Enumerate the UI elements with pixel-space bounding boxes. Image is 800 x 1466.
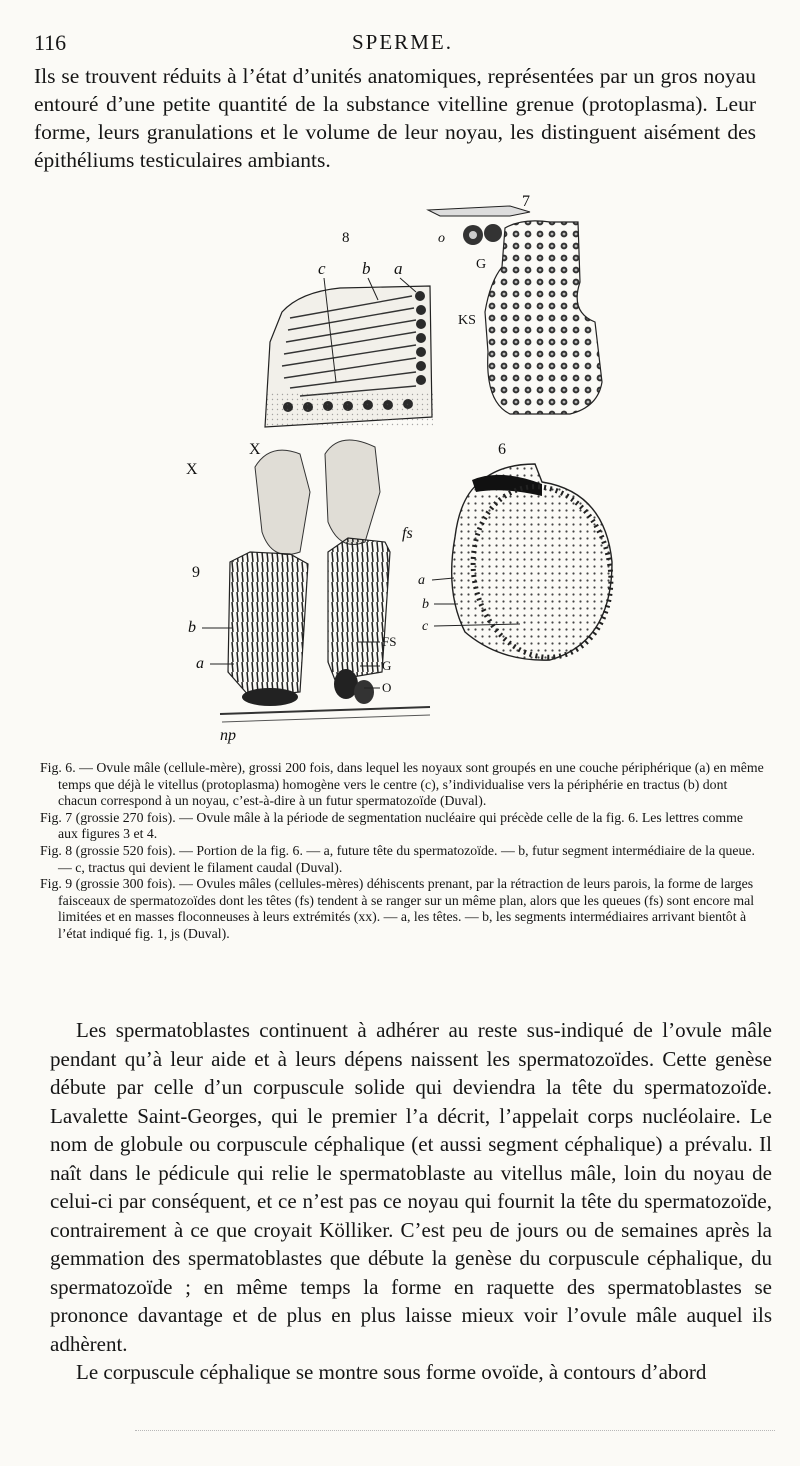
fig9-label-b: b	[188, 619, 196, 636]
body-paragraph: Les spermatoblastes continuent à adhérer au reste sus-indiqué de l’ovule mâle pendant qu’à leur aide et à leurs dépens naissent les spermatozoïdes. Cette genèse débute par celle d’un corpuscule solide qui deviendra la tête du spermatozoïde. Lavalette Saint-Georges, qui le premier l’a décrit, l’appelait corps nucléolaire. Le nom de globule ou corpuscule céphalique (et aussi segment céphalique) a prévalu. Il naît dans le pédicule qui relie le spermatoblaste au vitellus mâle, loin du noyau de celui-ci par conséquent, et ce n’est pas ce noyau qui fournit la tête du spermatozoïde, contrairement à ce que croyait Kölliker. C’est peu de jours ou de semaines après la gemmation des spermatoblastes que débute la genèse du corpuscule céphalique, du spermatozoïde ; en même temps la forme en raquette des spermatoblastes se prononce davantage et de plus en plus laisse mieux voir l’ovule mâle auquel ils adhèrent.	[50, 1018, 772, 1356]
body-paragraph: Le corpuscule céphalique se montre sous forme ovoïde, à contours d’abord	[76, 1360, 707, 1384]
fig8-label-a: a	[394, 259, 403, 278]
footer-rule	[135, 1430, 775, 1431]
figure-plate	[150, 192, 750, 752]
page-header	[34, 30, 754, 58]
fig6-number: 6	[498, 441, 506, 458]
fig9-label-fs-upper: fs	[402, 525, 413, 542]
fig9-label-g: G	[382, 658, 392, 673]
fig9-label-fs: FS	[382, 634, 397, 649]
fig8-label-c: c	[318, 259, 326, 278]
fig6-label-a: a	[418, 573, 425, 588]
fig6-label-b: b	[422, 597, 429, 612]
fig9-label-np: np	[220, 727, 236, 744]
fig9-number: 9	[192, 564, 200, 581]
fig9-label-x-top: X	[249, 441, 261, 458]
fig7-drawing	[428, 206, 602, 414]
fig9-label-o: O	[382, 680, 392, 695]
body-text	[50, 1016, 772, 1387]
figure-captions	[40, 760, 766, 943]
fig7-label-o: o	[438, 231, 445, 246]
running-title: SPERME.	[352, 30, 453, 54]
fig6-drawing	[452, 464, 627, 670]
fig8-number: 8	[342, 230, 350, 246]
caption-fig8: Fig. 8 (grossie 520 fois). — Portion de la fig. 6. — a, future tête du spermatozoïde. — b, futur segment intermédiaire de la queue. — c, tractus qui devient le filament caudal (Duval).	[40, 842, 755, 875]
fig7-number: 7	[522, 193, 530, 210]
fig9-label-x-left: X	[186, 461, 198, 478]
figure-illustration	[150, 192, 750, 752]
caption-fig6: Fig. 6. — Ovule mâle (cellule-mère), grossi 200 fois, dans lequel les noyaux sont groupés en une couche périphérique (a) en même temps que déjà le vitellus (protoplasma) homogène vers le centre (c), s’individualise vers la périphérie en tractus (b) dont chacun correspond à un noyau, c’est-à-dire à un futur spermatozoïde (Duval).	[40, 760, 764, 809]
fig9-drawing	[220, 440, 430, 722]
caption-fig7: Fig. 7 (grossie 270 fois). — Ovule mâle à la période de segmentation nucléaire qui précède celle de la fig. 6. Les lettres comme aux figures 3 et 4.	[40, 809, 744, 842]
fig8-drawing	[265, 286, 433, 427]
fig9-label-a: a	[196, 655, 204, 672]
fig6-label-c: c	[422, 619, 429, 634]
fig7-label-g: G	[476, 257, 487, 272]
caption-fig9: Fig. 9 (grossie 300 fois). — Ovules mâles (cellules-mères) déhiscents prenant, par la rétraction de leurs parois, la forme de larges faisceaux de spermatozoïdes dont les têtes (fs) tendent à se ranger sur un même plan, alors que les queues (fs) sont encore mal limitées et en masses floconneuses à leurs extrémités (xx). — a, les têtes. — b, les segments intermédiaires arrivant bientôt à l’état indiqué fig. 1, js (Duval).	[40, 876, 755, 941]
fig7-label-ks: KS	[458, 313, 476, 328]
page-number: 116	[34, 30, 67, 55]
fig8-label-b: b	[362, 259, 371, 278]
intro-paragraph: Ils se trouvent réduits à l’état d’unités anatomiques, représentées par un gros noyau entouré d’une petite quantité de la substance vitelline grenue (protoplasma). Leur forme, leurs granulations et le volume de leur noyau, les distinguent aisément des épithéliums testiculaires ambiants.	[34, 64, 756, 172]
